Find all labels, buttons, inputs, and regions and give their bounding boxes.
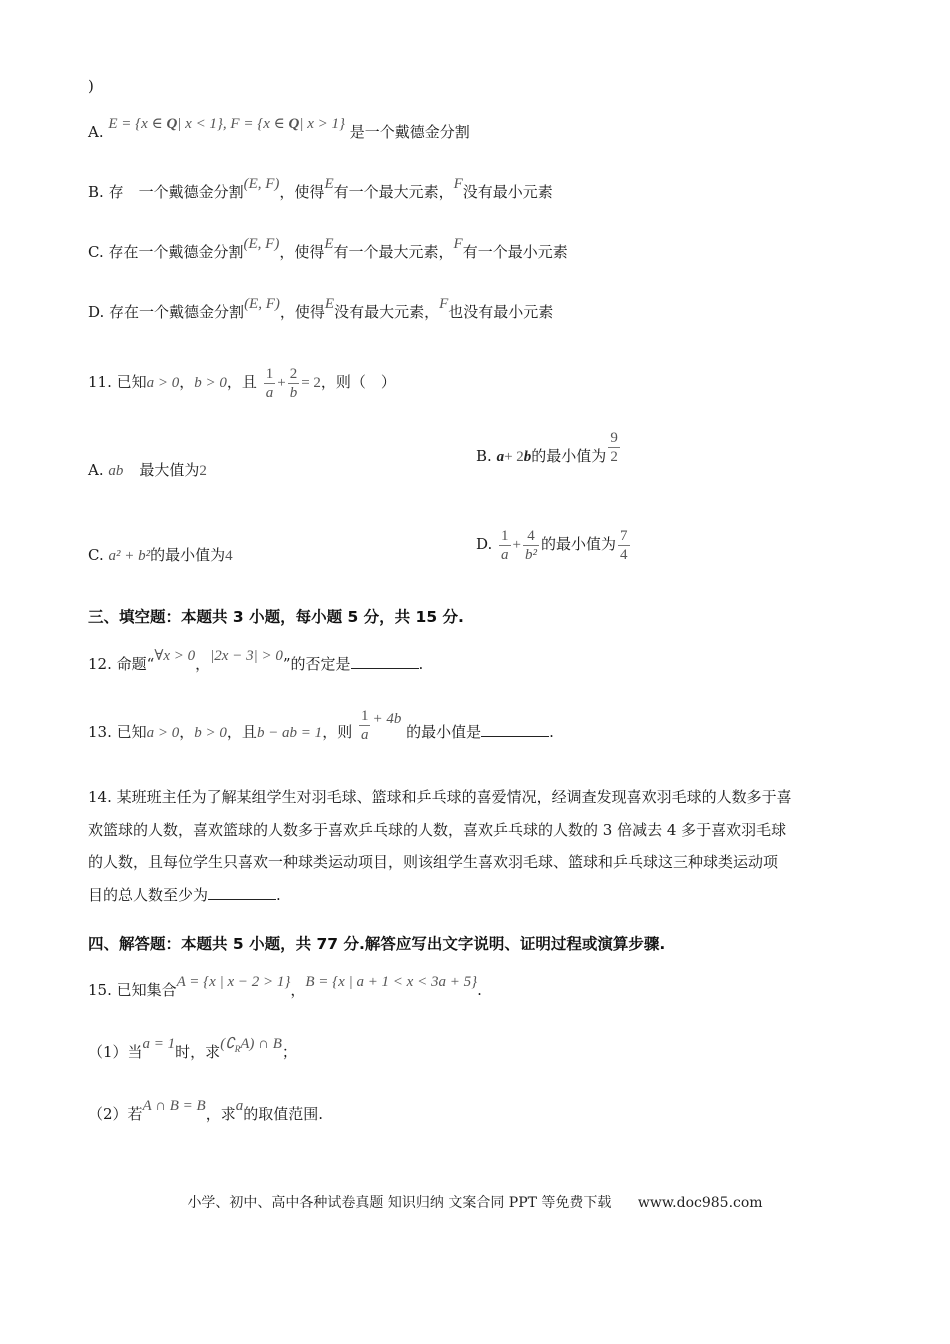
option-label: A. — [88, 123, 104, 141]
option-text: 存在一个戴德金分割 — [109, 303, 245, 321]
option-text: 有一个最小元素 — [462, 243, 568, 261]
fraction: $\frac{4}{\text{b²}}$ — [525, 527, 538, 563]
math-set-a: A = {x | x − 2 > 1} — [176, 974, 291, 990]
math-condition: a > 0 — [146, 375, 180, 391]
stem-text: 时，求 — [175, 1043, 221, 1061]
option-label: C. — [88, 546, 104, 564]
page-footer — [0, 1192, 950, 1212]
math-var-f: F — [453, 236, 463, 252]
question-number: 13. — [88, 723, 112, 741]
fraction: $\frac{1}{a}$ — [265, 365, 274, 401]
answer-blank — [208, 884, 276, 900]
stem-text: 的最小值是 — [406, 723, 482, 741]
stem-text: 命题“ — [116, 655, 155, 673]
stem-text: ，且 — [226, 723, 257, 741]
option-text: 存 一个戴德金分割 — [108, 183, 244, 201]
math-condition: b > 0 — [194, 725, 227, 741]
q10-option-c — [88, 236, 568, 263]
question-number: 15. — [88, 981, 112, 999]
math-condition: b − ab = 1 — [256, 725, 323, 741]
option-label: C. — [88, 243, 104, 261]
option-text: ，使得 — [279, 243, 325, 261]
math-set-b: B = {x | a + 1 < x < 3a + 5} — [305, 974, 478, 990]
option-text: ，使得 — [279, 303, 325, 321]
fraction: $\frac{2}{b}$ — [289, 365, 298, 401]
footer-text: 小学、初中、高中各种试卷真题 知识归纳 文案合同 PPT 等免费下载 — [187, 1195, 612, 1211]
option-text: 的最小值为 — [541, 535, 617, 553]
fraction: $\frac{7}{4}$ — [620, 527, 628, 563]
stem-text: ，则 — [322, 723, 353, 741]
math-condition: a > 0 — [146, 725, 180, 741]
math-expression: ∀x > 0 — [154, 648, 196, 664]
math-op: + — [277, 375, 286, 391]
stem-text: ； — [281, 1043, 297, 1061]
q10-option-a — [88, 116, 470, 143]
fraction: $\frac{1}{a}$ — [501, 527, 509, 563]
stem-text: 已知集合 — [116, 981, 177, 999]
option-label: D. — [476, 535, 493, 553]
q10-option-d — [88, 296, 554, 323]
fraction: $\frac{9}{2}$ — [610, 429, 618, 465]
math-condition: A ∩ B = B — [142, 1098, 206, 1114]
q11-option-c — [88, 545, 233, 566]
stem-text: ， — [195, 655, 211, 673]
fraction: $\frac{1}{a}$ — [360, 707, 369, 743]
option-text: 是一个戴德金分割 — [349, 123, 470, 141]
option-text: 的最小值为 — [150, 546, 226, 564]
footer-link[interactable]: www.doc985.com — [637, 1195, 763, 1211]
math-equals: = 2 — [301, 375, 321, 391]
option-text: ，使得 — [279, 183, 325, 201]
q14-line: 欢篮球的人数，喜欢篮球的人数多于喜欢乒乓球的人数，喜欢乒乓球的人数的 3 倍减去 4 多于喜欢羽毛球 — [88, 820, 787, 839]
math-expression: $(∁_RA)$ ∩ B — [220, 1036, 282, 1054]
q15-part-2 — [88, 1098, 324, 1125]
q11-option-d — [476, 524, 632, 565]
answer-blank — [481, 721, 549, 737]
math-value: 4 — [225, 548, 233, 564]
q11-option-b — [476, 429, 622, 477]
math-var-e: E — [324, 236, 334, 252]
stem-text: . — [477, 981, 482, 999]
math-var-e: E — [324, 296, 335, 312]
math-expression: ab — [108, 463, 124, 479]
q14-line: 目的总人数至少为 . — [88, 885, 281, 904]
top-paren: ) — [88, 77, 94, 95]
part-label: （1）当 — [88, 1043, 143, 1061]
option-text: 也没有最小元素 — [448, 303, 554, 321]
stem-text: 已知 — [116, 373, 147, 391]
option-text: 最大值为 — [139, 461, 200, 479]
math-condition: a = 1 — [142, 1036, 176, 1052]
math-pair: (E, F) — [243, 176, 280, 192]
stem-text: . — [549, 723, 554, 741]
math-var-a: a — [496, 449, 505, 465]
math-pair: (E, F) — [244, 296, 280, 312]
section-3-heading: 三、填空题：本题共 3 小题，每小题 5 分，共 15 分. — [88, 608, 464, 626]
question-number: 12. — [88, 655, 112, 673]
stem-text: ， — [179, 723, 195, 741]
q14-line: 的人数，且每位学生只喜欢一种球类运动项目，则该组学生喜欢羽毛球、篮球和乒乓球这三种球类运动项 — [88, 853, 779, 871]
math-pair: (E, F) — [243, 236, 280, 252]
math-expression: + 4b — [372, 711, 402, 727]
math-op: + 2 — [504, 449, 524, 465]
stem-text: . — [418, 655, 424, 673]
option-label: B. — [476, 447, 492, 465]
stem-text: ，求 — [205, 1105, 236, 1123]
math-expression: E = {x ∈ Q| x < 1}, F = {x ∈ Q| x > 1} — [108, 116, 345, 132]
stem-text: ， — [179, 373, 195, 391]
part-label: （2）若 — [88, 1105, 143, 1123]
option-text: 有一个最大元素， — [333, 243, 454, 261]
q15-stem — [88, 974, 482, 1001]
q12 — [88, 648, 424, 675]
q15-part-1 — [88, 1036, 297, 1068]
stem-text: 的取值范围. — [243, 1105, 324, 1123]
option-text: 的最小值为 — [531, 447, 607, 465]
math-op: + — [512, 537, 522, 553]
math-expression: a² + b² — [108, 548, 151, 564]
q11-stem — [88, 362, 396, 403]
q14 — [88, 781, 868, 911]
question-number: 11. — [88, 373, 112, 391]
math-expression: |2x − 3| > 0 — [210, 648, 283, 664]
math-var-f: F — [439, 296, 449, 312]
option-text: 有一个最大元素， — [333, 183, 454, 201]
stem-text: 已知 — [116, 723, 147, 741]
option-text: 没有最小元素 — [462, 183, 553, 201]
stem-text: ，则（ ） — [320, 373, 396, 391]
stem-text: ， — [290, 981, 306, 999]
option-label: B. — [88, 183, 104, 201]
option-text: 没有最大元素， — [334, 303, 440, 321]
math-var-a: a — [235, 1098, 244, 1114]
answer-blank — [351, 653, 419, 669]
q14-line: 14. 某班班主任为了解某组学生对羽毛球、篮球和乒乓球的喜爱情况，经调查发现喜欢羽毛球的人数多于喜 — [88, 788, 792, 806]
math-var-e: E — [324, 176, 334, 192]
math-var-f: F — [453, 176, 463, 192]
option-text: 存在一个戴德金分割 — [108, 243, 244, 261]
option-label: D. — [88, 303, 105, 321]
q11-option-a — [88, 460, 207, 481]
option-label: A. — [88, 461, 104, 479]
stem-text: ，且 — [226, 373, 257, 391]
q13 — [88, 707, 554, 753]
math-condition: b > 0 — [194, 375, 227, 391]
math-value: 2 — [199, 463, 207, 479]
stem-text: ”的否定是 — [282, 655, 351, 673]
math-var-b: b — [523, 449, 532, 465]
section-4-heading: 四、解答题：本题共 5 小题，共 77 分.解答应写出文字说明、证明过程或演算步骤. — [88, 935, 666, 953]
q10-option-b — [88, 176, 553, 203]
